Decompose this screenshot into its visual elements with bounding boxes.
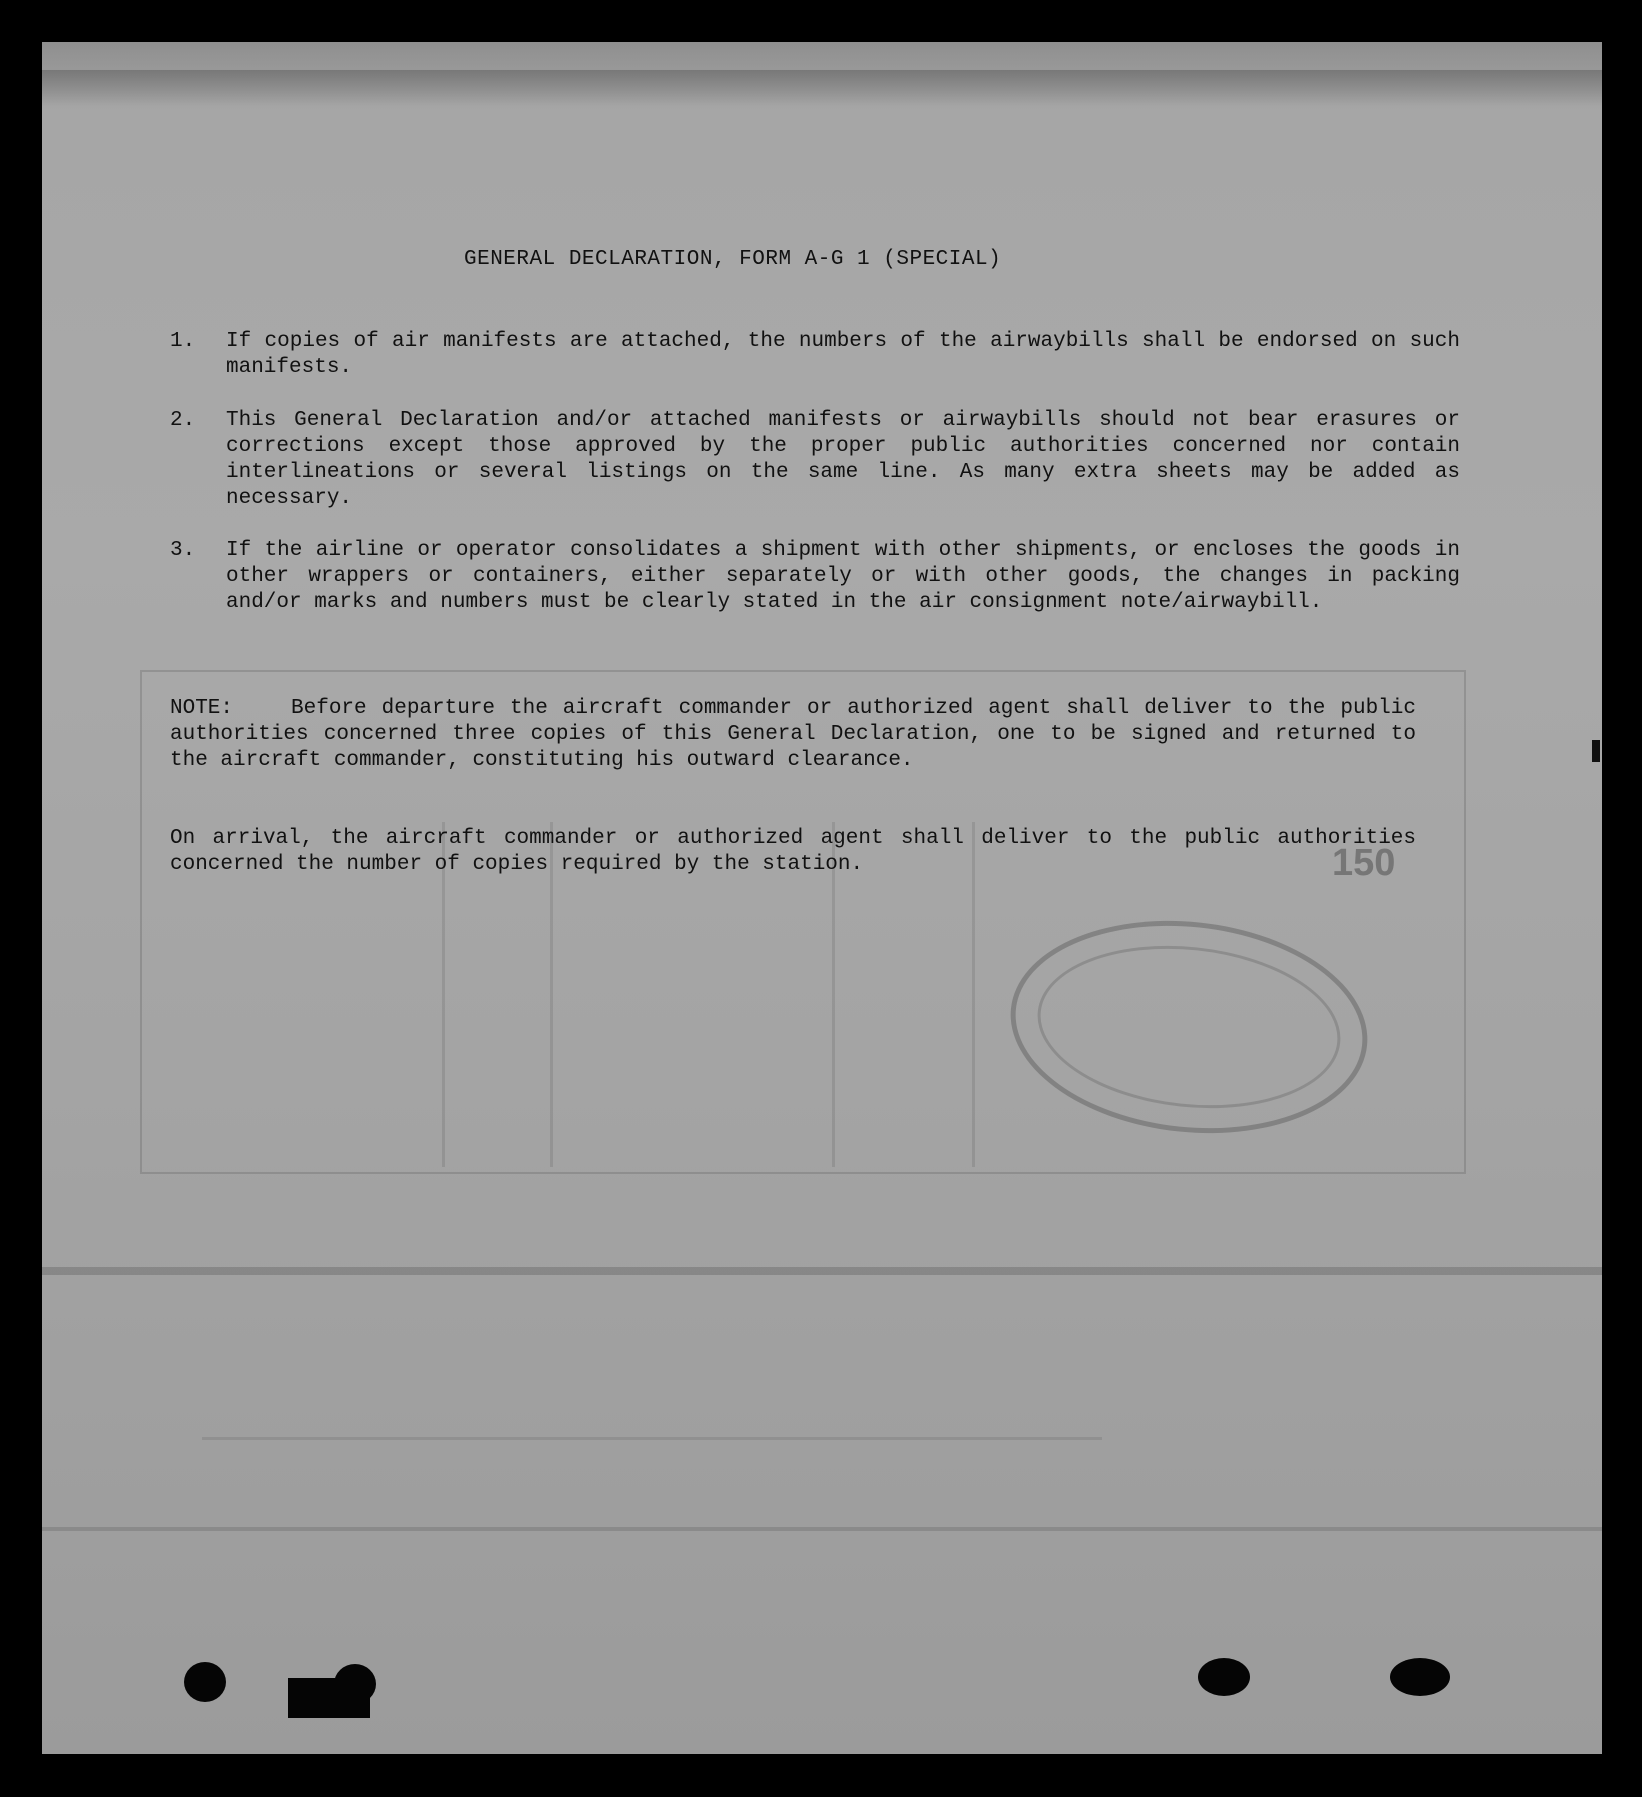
faded-stamp-inner-ring <box>1029 932 1348 1123</box>
instruction-item-2 <box>170 408 1460 512</box>
page-mark: 150 <box>1332 842 1396 884</box>
note-text: Before departure the aircraft commander or authorized agent shall deliver to the public authorities concerned three copies of this General Declaration, one to be signed and returned to the aircraft commander, constituting his outward clearance. <box>170 697 1416 772</box>
instruction-item-1 <box>170 329 1460 381</box>
item-number: 2. <box>170 409 196 432</box>
instruction-item-3 <box>170 538 1460 616</box>
binder-tab <box>288 1678 370 1718</box>
document-page <box>42 42 1602 1754</box>
item-number: 3. <box>170 539 196 562</box>
punch-hole <box>1390 1658 1450 1696</box>
punch-hole <box>184 1662 226 1702</box>
arrival-paragraph: On arrival, the aircraft commander or authorized agent shall deliver to the public authorities concerned the number of copies required by the station. <box>170 827 1416 876</box>
scan-shadow-top <box>42 70 1602 106</box>
item-text: This General Declaration and/or attached manifests or airwaybills should not bear erasures or corrections except those approved by the proper public authorities concerned nor contain interlineations or several listings on the same line. As many extra sheets may be added as necessary. <box>226 409 1460 510</box>
note-label: NOTE: <box>170 697 234 720</box>
punch-hole <box>1198 1658 1250 1696</box>
item-number: 1. <box>170 330 196 353</box>
scan-shadow-bottom <box>42 1527 1602 1531</box>
item-text: If copies of air manifests are attached, the numbers of the airwaybills shall be endorsed on such manifests. <box>226 330 1460 379</box>
edge-mark <box>1592 740 1600 762</box>
bleed-through-line <box>202 1437 1102 1440</box>
scan-shadow-lower <box>42 1267 1602 1275</box>
item-text: If the airline or operator consolidates a shipment with other shipments, or encloses the goods in other wrappers or containers, either separately or with other goods, the changes in packing and/or marks and numbers must be clearly stated in the air consignment note/airwaybill. <box>226 539 1460 614</box>
page-title: GENERAL DECLARATION, FORM A-G 1 (SPECIAL) <box>464 248 1002 271</box>
note-paragraph <box>170 696 1416 774</box>
